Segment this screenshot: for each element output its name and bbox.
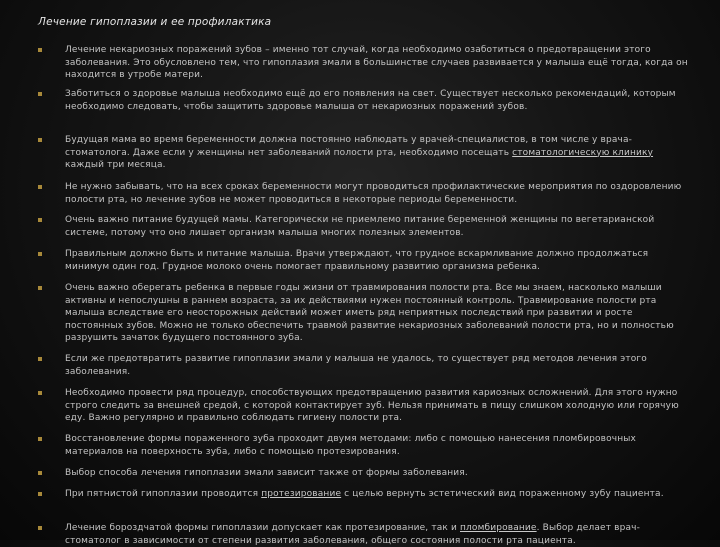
bullet-icon [38,286,42,290]
bullet-icon [38,437,42,441]
item-text-before: При пятнистой гипоплазии проводится [65,489,262,499]
item-text: Лечение некариозных поражений зубов – именно тот случай, когда необходимо озаботиться о предотвращении этого заболевания. Это обусловлено тем, что гипоплазия эмали в большинстве случаев развивается у малыша ещё тогда, когда он находится в утробе матери. [65,45,688,80]
item-text: Необходимо провести ряд процедур, способствующих предотвращению развития кариозных осложнений. Для этого нужно строго следить за внешней средой, с которой контактирует зуб. Нельзя принимать в пищу слишком холодную или горячую еду. Важно регулярно и правильно соблюдать гигиену полости рта. [65,388,679,423]
bullet-icon [38,92,42,96]
bullet-icon [38,218,42,222]
prosthetics-link[interactable]: протезирование [261,489,342,499]
bullet-icon [38,185,42,189]
bullet-icon [38,138,42,142]
clinic-link[interactable]: стоматологическую клинику [512,147,654,158]
item-text [65,522,690,547]
item-text-before: Лечение бороздчатой формы гипоплазии допускает как протезирование, так и [65,523,460,533]
item-text: Очень важно питание будущей мамы. Категорически не приемлемо питание беременной женщины по вегетарианской системе, потому что оно лишает организм малыша многих полезных элементов. [65,215,655,238]
bullet-icon [38,252,42,256]
bullet-icon [38,492,42,496]
item-text: Очень важно оберегать ребенка в первые годы жизни от травмирования полости рта. Все мы знаем, насколько малыши активны и непослушны в раннем возраста, за их действиями нужен постоянный контроль. Травмирование полости рта малыша вследствие его неосторожных действий может иметь ряд неприятных последствий при развитии и росте постоянных зубов. Можно не только обеспечить травмой развитие некариозных заболеваний полости рта, но и полностью разрушить зачаток будущего постоянного зуба. [65,283,674,343]
item-text: Заботиться о здоровье малыша необходимо ещё до его появления на свет. Существует несколько рекомендаций, которым необходимо следовать, чтобы защитить здоровье малыша от некариозных поражений зубов. [65,89,676,112]
bullet-icon [38,357,42,361]
item-text: Восстановление формы пораженного зуба проходит двумя методами: либо с помощью нанесения пломбировочных материалов на поверхность зуба, либо с помощью протезирования. [65,434,637,457]
filling-link[interactable]: пломбирование [460,523,537,533]
item-text-after: каждый три месяца. [65,160,166,170]
item-text-after: . Выбор делает врач-стоматолог в зависимости от степени развития заболевания, общего состояния полости рта пациента. [65,523,640,546]
item-text: Правильным должно быть и питание малыша. Врачи утверждают, что грудное вскармливание должно продолжаться минимум один год. Грудное молоко очень помогает правильному развитию организма ребенка. [65,249,649,272]
item-text: Выбор способа лечения гипоплазии эмали зависит также от формы заболевания. [65,468,468,478]
bullet-icon [38,48,42,52]
item-text [65,488,690,501]
item-text-before: Будущая мама во время беременности должна постоянно наблюдать у врачей-специалистов, в том числе у врача-стоматолога. Даже если у женщины нет заболеваний полости рта, необходимо посещать [65,135,633,158]
item-text: Не нужно забывать, что на всех сроках беременности могут проводиться профилактические мероприятия по оздоровлению полости рта, но лечение зубов не может проводиться в некоторые периоды беременности. [65,182,682,205]
bullet-icon [38,526,42,530]
bullet-icon [38,391,42,395]
item-text: Если же предотвратить развитие гипоплазии эмали у малыша не удалось, то существует ряд методов лечения этого заболевания. [65,354,647,377]
slide-title: Лечение гипоплазии и ее профилактика [38,16,272,28]
bullet-icon [38,471,42,475]
item-text [65,134,690,172]
item-text-after: с целью вернуть эстетический вид пораженному зубу пациента. [341,489,664,499]
